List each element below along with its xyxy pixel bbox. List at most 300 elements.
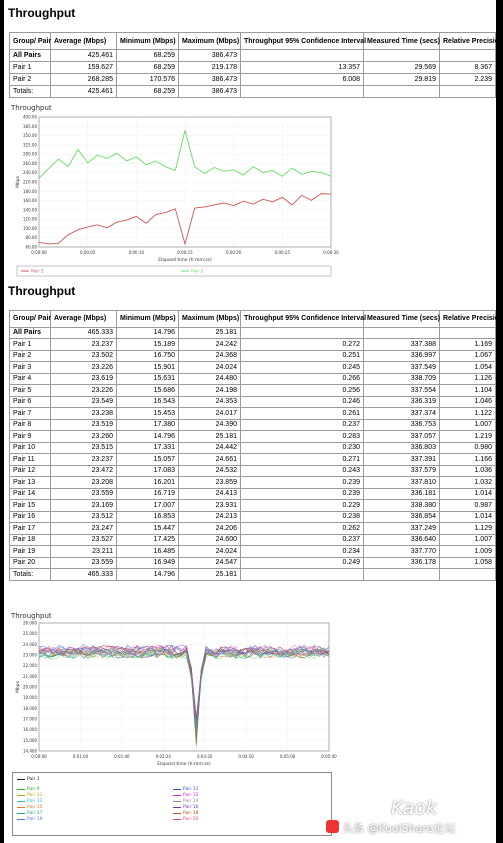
table-cell: 1.054 <box>440 362 496 374</box>
table-cell: 336.753 <box>364 419 440 431</box>
table-cell: 14.796 <box>117 431 179 443</box>
x-axis-label: Elapsed time (h:mm:ss) <box>157 762 211 767</box>
table-cell <box>364 327 440 339</box>
table-cell: 17.331 <box>117 442 179 454</box>
table-cell <box>364 86 440 98</box>
y-axis-label: Mbps <box>16 681 21 693</box>
table-cell: 336.997 <box>364 350 440 362</box>
row-label: Pair 6 <box>10 396 51 408</box>
table-cell <box>440 50 496 62</box>
column-header: Maximum (Mbps) <box>179 311 241 328</box>
table-cell: 25.181 <box>179 327 241 339</box>
legend-swatch <box>173 801 181 802</box>
column-header: Measured Time (secs) <box>364 311 440 328</box>
y-tick-label: 160.00 <box>23 198 37 204</box>
table-cell: 0.262 <box>241 523 364 535</box>
y-tick-label: 350.00 <box>23 133 37 139</box>
table-cell: 24.024 <box>179 362 241 374</box>
legend-label: Pair 18 <box>183 811 199 816</box>
y-tick-label: 25.000 <box>23 631 37 637</box>
legend-item <box>17 787 40 792</box>
legend-label: Pair 11 <box>183 787 199 792</box>
table-row <box>10 419 496 431</box>
legend-label: Pair 15 <box>27 805 43 810</box>
table-cell: 23.226 <box>51 362 117 374</box>
table-cell: 2.239 <box>440 74 496 86</box>
table-cell: 1.058 <box>440 557 496 569</box>
table-cell: 24.024 <box>179 546 241 558</box>
table-cell: 23.260 <box>51 431 117 443</box>
table-cell: 14.796 <box>117 569 179 581</box>
legend-label: Pair 20 <box>183 817 199 822</box>
table-cell: 0.987 <box>440 500 496 512</box>
table-cell <box>440 569 496 581</box>
x-tick-label: 0:05:40 <box>321 754 337 759</box>
table-cell: 337.057 <box>364 431 440 443</box>
table-cell: 336.181 <box>364 488 440 500</box>
legend-swatch <box>17 807 25 808</box>
table-cell: 23.527 <box>51 534 117 546</box>
legend-item <box>17 777 40 782</box>
row-label: Pair 14 <box>10 488 51 500</box>
table-row <box>10 569 496 581</box>
table-cell: 386.473 <box>179 74 241 86</box>
toutiao-logo-icon <box>326 820 339 833</box>
table-cell: 1.014 <box>440 488 496 500</box>
table-cell: 24.242 <box>179 339 241 351</box>
row-label: All Pairs <box>10 50 51 62</box>
table-row <box>10 373 496 385</box>
table-cell: 15.057 <box>117 454 179 466</box>
column-header: Average (Mbps) <box>51 33 117 50</box>
x-tick-label: 0:05:00 <box>279 754 296 759</box>
chart1-legend <box>17 266 331 276</box>
table-cell: 24.442 <box>179 442 241 454</box>
x-tick-label: 0:04:10 <box>238 754 254 759</box>
table-cell: 0.230 <box>241 442 364 454</box>
table-row <box>10 511 496 523</box>
table-row <box>10 362 496 374</box>
chart2-title: Throughput <box>11 612 52 620</box>
table-cell: 0.980 <box>440 442 496 454</box>
watermark-text: 头条 @KoolShare论坛 <box>342 822 456 835</box>
throughput-chart-2 <box>9 612 339 838</box>
row-label: Pair 4 <box>10 373 51 385</box>
throughput-table-1 <box>9 32 503 98</box>
y-tick-label: 100.00 <box>23 225 37 231</box>
table-cell: 337.810 <box>364 477 440 489</box>
legend-item <box>17 811 43 816</box>
column-header: Maximum (Mbps) <box>179 33 241 50</box>
table-row <box>10 396 496 408</box>
report-page <box>4 0 503 843</box>
table-cell: 1.007 <box>440 419 496 431</box>
table-cell <box>241 86 364 98</box>
table-cell: 24.353 <box>179 396 241 408</box>
table-row <box>10 546 496 558</box>
row-label: All Pairs <box>10 327 51 339</box>
y-tick-label: 20.000 <box>23 684 37 690</box>
row-label: Pair 16 <box>10 511 51 523</box>
y-tick-label: 22.000 <box>23 663 37 669</box>
table-cell: 25.181 <box>179 569 241 581</box>
table-cell: 8.367 <box>440 62 496 74</box>
table-cell: 1.126 <box>440 373 496 385</box>
y-tick-label: 24.000 <box>23 641 37 647</box>
table-cell <box>364 569 440 581</box>
table-row <box>10 477 496 489</box>
table-cell: 23.226 <box>51 385 117 397</box>
chart1-title: Throughput <box>11 104 52 112</box>
table-cell <box>364 50 440 62</box>
row-label: Pair 1 <box>10 62 51 74</box>
table-cell: 16.853 <box>117 511 179 523</box>
y-tick-label: 220.00 <box>23 179 37 185</box>
y-tick-label: 18.000 <box>23 705 37 711</box>
table-cell: 1.129 <box>440 523 496 535</box>
table-cell: 15.686 <box>117 385 179 397</box>
x-tick-label: 0:00:15 <box>177 250 193 255</box>
table-cell: 336.178 <box>364 557 440 569</box>
y-tick-label: 14.400 <box>23 748 37 754</box>
table-cell: 29.819 <box>364 74 440 86</box>
row-label: Pair 17 <box>10 523 51 535</box>
legend-item <box>173 799 199 804</box>
x-tick-label: 0:01:40 <box>114 754 130 759</box>
row-label: Pair 5 <box>10 385 51 397</box>
table-cell: 0.229 <box>241 500 364 512</box>
table-cell: 336.854 <box>364 511 440 523</box>
y-tick-label: 260.00 <box>23 160 37 166</box>
table-cell: 29.569 <box>364 62 440 74</box>
table-cell: 14.796 <box>117 327 179 339</box>
table-cell: 23.859 <box>179 477 241 489</box>
table-cell: 68.259 <box>117 62 179 74</box>
table-cell: 465.333 <box>51 327 117 339</box>
table-cell: 23.237 <box>51 339 117 351</box>
table-cell: 23.549 <box>51 396 117 408</box>
watermark-logo: Kaok <box>391 797 438 819</box>
y-tick-label: 23.000 <box>23 652 37 658</box>
row-label: Totals: <box>10 86 51 98</box>
table-cell: 68.259 <box>117 86 179 98</box>
table-cell: 0.238 <box>241 511 364 523</box>
legend-label: Pair 16 <box>183 805 199 810</box>
column-header: Group/ Pair <box>10 33 51 50</box>
table-cell: 336.319 <box>364 396 440 408</box>
table-row <box>10 454 496 466</box>
row-label: Pair 13 <box>10 477 51 489</box>
legend-label: Pair 11 <box>27 793 43 798</box>
table-row <box>10 74 496 86</box>
table-cell: 15.453 <box>117 408 179 420</box>
table-cell: 386.473 <box>179 50 241 62</box>
y-tick-label: 80.00 <box>25 235 37 241</box>
table-cell: 337.388 <box>364 339 440 351</box>
table-cell: 17.425 <box>117 534 179 546</box>
table-cell: 0.246 <box>241 396 364 408</box>
row-label: Pair 9 <box>10 431 51 443</box>
legend-label: Pair 1 <box>31 269 44 275</box>
table-cell: 425.461 <box>51 86 117 98</box>
x-tick-label: 0:00:00 <box>31 754 47 759</box>
y-tick-label: 26.000 <box>23 620 37 626</box>
table-cell: 24.413 <box>179 488 241 500</box>
table-cell: 170.576 <box>117 74 179 86</box>
table-cell: 16.485 <box>117 546 179 558</box>
legend-label: Pair 9 <box>27 787 40 792</box>
table-cell: 337.770 <box>364 546 440 558</box>
table-cell: 23.559 <box>51 557 117 569</box>
table-cell: 23.619 <box>51 373 117 385</box>
table-row <box>10 86 496 98</box>
table-cell: 1.104 <box>440 385 496 397</box>
chart2-legend <box>12 772 332 836</box>
table-cell: 336.640 <box>364 534 440 546</box>
table-cell: 1.122 <box>440 408 496 420</box>
table-cell: 1.032 <box>440 477 496 489</box>
table-cell: 0.272 <box>241 339 364 351</box>
legend-swatch <box>173 795 181 796</box>
y-tick-label: 21.000 <box>23 673 37 679</box>
table-cell: 17.380 <box>117 419 179 431</box>
table-cell: 17.007 <box>117 500 179 512</box>
table-cell: 16.750 <box>117 350 179 362</box>
table-row <box>10 50 496 62</box>
column-header: Throughput 95% Confidence Interval <box>241 33 364 50</box>
table-cell: 465.333 <box>51 569 117 581</box>
x-axis-label: Elapsed time (h:mm:ss) <box>158 258 212 263</box>
table-cell: 386.473 <box>179 86 241 98</box>
table-cell: 23.208 <box>51 477 117 489</box>
table-cell: 23.472 <box>51 465 117 477</box>
table-cell <box>241 327 364 339</box>
table-cell <box>440 327 496 339</box>
legend-label: Pair 19 <box>27 817 43 822</box>
legend-label: Pair 1 <box>27 777 40 782</box>
legend-item <box>17 805 43 810</box>
legend-swatch <box>17 801 25 802</box>
table-cell: 219.178 <box>179 62 241 74</box>
table-cell: 24.017 <box>179 408 241 420</box>
y-tick-label: 60.00 <box>25 244 37 250</box>
table-header-row <box>10 311 496 328</box>
table-cell: 1.166 <box>440 454 496 466</box>
table-cell: 24.198 <box>179 385 241 397</box>
table-cell: 24.213 <box>179 511 241 523</box>
table-cell: 16.543 <box>117 396 179 408</box>
table-cell: 1.014 <box>440 511 496 523</box>
legend-item <box>173 817 199 822</box>
throughput-chart-1 <box>9 104 339 278</box>
table-cell: 15.901 <box>117 362 179 374</box>
row-label: Pair 15 <box>10 500 51 512</box>
column-header: Minimum (Mbps) <box>117 33 179 50</box>
legend-label: Pair 14 <box>183 799 199 804</box>
x-tick-label: 0:00:05 <box>79 250 96 255</box>
row-label: Pair 2 <box>10 74 51 86</box>
row-label: Pair 8 <box>10 419 51 431</box>
table-cell: 337.549 <box>364 362 440 374</box>
table-cell: 23.211 <box>51 546 117 558</box>
table-cell: 1.036 <box>440 465 496 477</box>
column-header: Group/ Pair <box>10 311 51 328</box>
legend-item <box>173 787 199 792</box>
table-cell: 68.259 <box>117 50 179 62</box>
row-label: Pair 20 <box>10 557 51 569</box>
y-tick-label: 120.00 <box>23 216 37 222</box>
table-cell: 1.009 <box>440 546 496 558</box>
table-row <box>10 408 496 420</box>
legend-label: Pair 2 <box>191 269 204 275</box>
legend-swatch <box>17 779 25 780</box>
table-cell: 25.181 <box>179 431 241 443</box>
row-label: Pair 3 <box>10 362 51 374</box>
table-row <box>10 534 496 546</box>
table-row <box>10 350 496 362</box>
legend-label: Pair 12 <box>183 793 199 798</box>
table-cell: 0.271 <box>241 454 364 466</box>
legend-swatch <box>17 813 25 814</box>
legend-swatch <box>173 813 181 814</box>
x-tick-label: 0:00:20 <box>225 250 242 255</box>
chart1-svg <box>9 104 339 278</box>
y-tick-label: 140.00 <box>23 207 37 213</box>
y-axis-label: Mbps <box>16 176 21 188</box>
table-cell: 24.547 <box>179 557 241 569</box>
table-cell: 0.237 <box>241 534 364 546</box>
row-label: Pair 18 <box>10 534 51 546</box>
row-label: Pair 12 <box>10 465 51 477</box>
column-header: Average (Mbps) <box>51 311 117 328</box>
chart2-svg <box>9 612 339 767</box>
table-cell: 0.243 <box>241 465 364 477</box>
row-label: Pair 19 <box>10 546 51 558</box>
x-tick-label: 0:02:20 <box>155 754 171 759</box>
table-cell: 1.169 <box>440 339 496 351</box>
table-cell: 23.169 <box>51 500 117 512</box>
table-row <box>10 339 496 351</box>
table-cell: 23.237 <box>51 454 117 466</box>
legend-swatch <box>173 789 181 790</box>
table-cell: 0.234 <box>241 546 364 558</box>
legend-swatch <box>17 819 25 820</box>
table-cell: 24.532 <box>179 465 241 477</box>
table-cell: 337.374 <box>364 408 440 420</box>
section1-title: Throughput <box>8 6 76 20</box>
y-tick-label: 240.00 <box>23 170 37 176</box>
table-row <box>10 488 496 500</box>
y-tick-label: 19.000 <box>23 695 37 701</box>
section2-title: Throughput <box>8 284 76 298</box>
row-label: Pair 2 <box>10 350 51 362</box>
throughput-table-2 <box>9 310 503 581</box>
table-cell: 23.931 <box>179 500 241 512</box>
table-row <box>10 500 496 512</box>
table-cell: 0.256 <box>241 385 364 397</box>
table-cell: 24.600 <box>179 534 241 546</box>
legend-item <box>17 793 43 798</box>
column-header: Minimum (Mbps) <box>117 311 179 328</box>
table-cell: 1.007 <box>440 534 496 546</box>
y-tick-label: 400.00 <box>23 114 37 120</box>
table-cell: 23.559 <box>51 488 117 500</box>
table-row <box>10 557 496 569</box>
table-cell: 1.046 <box>440 396 496 408</box>
x-tick-label: 0:01:00 <box>72 754 89 759</box>
table-cell: 337.249 <box>364 523 440 535</box>
table-cell: 23.519 <box>51 419 117 431</box>
table-cell: 24.480 <box>179 373 241 385</box>
y-tick-label: 180.00 <box>23 188 37 194</box>
table-cell: 0.237 <box>241 419 364 431</box>
table-cell: 1.219 <box>440 431 496 443</box>
table-row <box>10 327 496 339</box>
row-label: Pair 7 <box>10 408 51 420</box>
table-cell: 17.083 <box>117 465 179 477</box>
table-cell: 15.447 <box>117 523 179 535</box>
table-row <box>10 523 496 535</box>
table-cell: 0.261 <box>241 408 364 420</box>
table-cell: 336.803 <box>364 442 440 454</box>
table-cell: 16.949 <box>117 557 179 569</box>
y-tick-label: 325.00 <box>23 142 37 148</box>
x-tick-label: 0:00:30 <box>323 250 339 255</box>
row-label: Pair 1 <box>10 339 51 351</box>
legend-item <box>173 805 199 810</box>
table-header-row <box>10 33 496 50</box>
legend-item <box>173 793 199 798</box>
legend-label: Pair 17 <box>27 811 43 816</box>
row-label: Totals: <box>10 569 51 581</box>
column-header: Measured Time (secs) <box>364 33 440 50</box>
table-cell: 23.515 <box>51 442 117 454</box>
table-cell: 337.391 <box>364 454 440 466</box>
legend-swatch <box>173 819 181 820</box>
legend-label: Pair 13 <box>27 799 43 804</box>
table-cell: 338.380 <box>364 500 440 512</box>
table-cell: 337.579 <box>364 465 440 477</box>
table-cell: 24.206 <box>179 523 241 535</box>
y-tick-label: 280.00 <box>23 151 37 157</box>
legend-item <box>17 817 43 822</box>
table-cell: 13.357 <box>241 62 364 74</box>
column-header: Throughput 95% Confidence Interval <box>241 311 364 328</box>
table-cell: 425.461 <box>51 50 117 62</box>
row-label: Pair 10 <box>10 442 51 454</box>
table-cell: 0.239 <box>241 488 364 500</box>
table-cell: 24.390 <box>179 419 241 431</box>
legend-item <box>17 799 43 804</box>
table-cell: 16.719 <box>117 488 179 500</box>
legend-swatch <box>17 789 25 790</box>
table-row <box>10 62 496 74</box>
table-cell <box>241 569 364 581</box>
table-cell: 24.661 <box>179 454 241 466</box>
table-cell: 0.249 <box>241 557 364 569</box>
column-header: Relative Precision <box>440 33 496 50</box>
table-cell <box>440 86 496 98</box>
y-tick-label: 385.00 <box>23 123 37 129</box>
x-tick-label: 0:00:25 <box>274 250 291 255</box>
y-tick-label: 17.000 <box>23 716 37 722</box>
legend-swatch <box>17 795 25 796</box>
table-cell: 24.368 <box>179 350 241 362</box>
table-cell: 16.201 <box>117 477 179 489</box>
table-cell: 6.008 <box>241 74 364 86</box>
x-tick-label: 0:00:10 <box>128 250 145 255</box>
table-row <box>10 385 496 397</box>
